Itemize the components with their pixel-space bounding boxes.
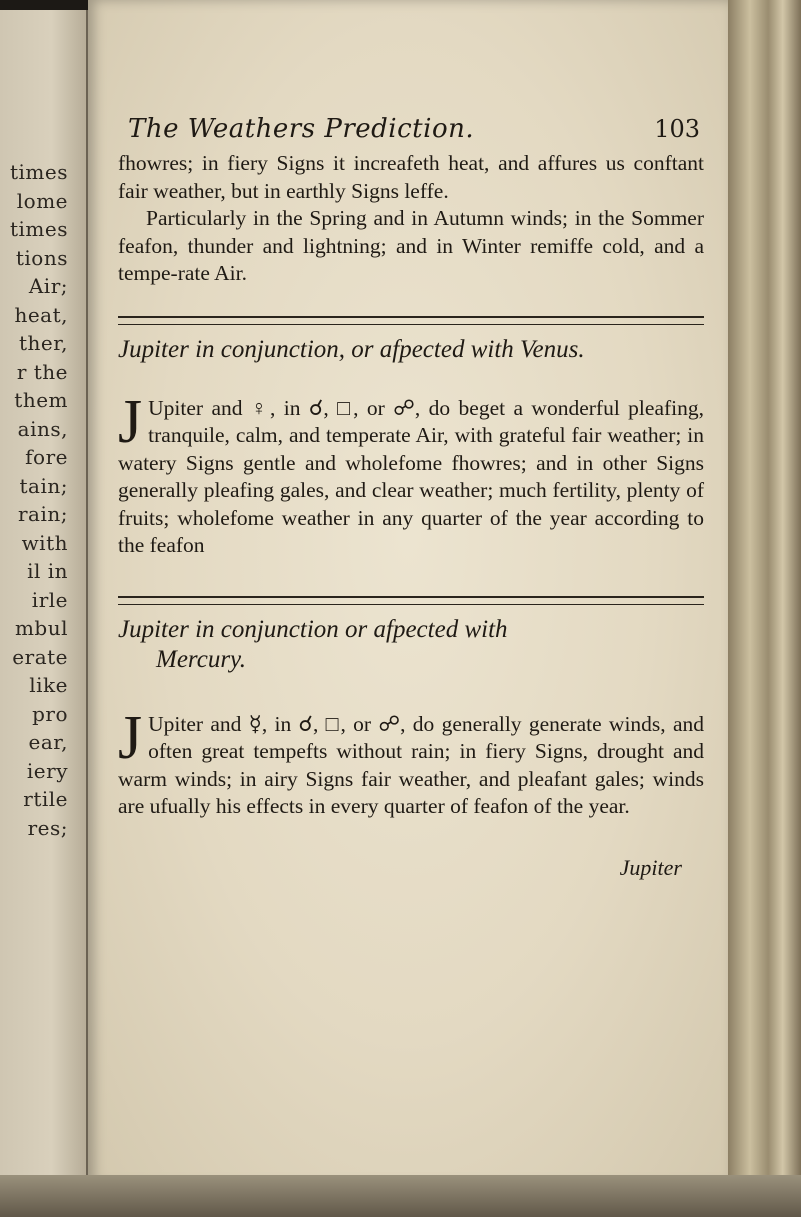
section-body-mercury [118,703,704,821]
page-content [118,114,704,881]
page-number: 103 [654,115,700,143]
previous-page-fragment: il in [27,559,68,583]
running-title: The Weathers Prediction. [128,114,475,144]
intro-paragraph-2: Particularly in the Spring and in Autumn winds; in the Sommer feafon, thunder and lightning; and in Winter remiffe cold, and a tempe-rate Air. [118,206,704,285]
previous-page-fragment: iery [26,758,68,783]
previous-page-fragment: Air; [28,274,68,298]
previous-page-fragment: rain; [18,502,68,526]
section-heading-mercury [118,615,704,675]
previous-page-fragment: with [21,530,68,555]
section-rule-1 [118,316,704,325]
page-stack-edge [728,0,801,1217]
previous-page-fragment: irle [31,587,68,612]
previous-page-fragment: rtile [23,787,68,811]
catchword: Jupiter [619,854,682,880]
intro-paragraph-1: fhowres; in fiery Signs it increafeth heat, and affures us conftant fair weather, but in earthly Signs leffe. [118,151,704,203]
previous-page-fragment: ther, [19,331,68,355]
previous-page-fragment: ear, [28,730,68,754]
previous-page-fragment: like [29,673,68,697]
previous-page-fragment: pro [32,701,68,726]
section-text-mercury: Upiter and ☿, in ☌, □, or ☍, do generally generate winds, and often great tempefts without rain; in fiery Signs, drought and warm winds; in airy Signs fair weather, and pleafant gales; winds are ufually his effects in every quarter of feafon of the year. [118,711,704,818]
previous-page-fragment: lome [16,188,68,213]
previous-page-fragment: mbul [14,616,68,640]
section-heading-mercury-line2: Mercury. [156,645,247,673]
previous-page-fragment: times [10,160,68,184]
previous-page-fragment: times [10,217,68,241]
previous-page-fragment: erate [12,644,68,669]
page-bottom-edge [0,1175,801,1217]
previous-page-fragment: heat, [14,302,68,327]
previous-page-fragment: them [14,388,68,412]
previous-page-edge [0,10,88,1175]
drop-cap: J [118,387,143,456]
section-body-venus [118,387,704,560]
previous-page-fragment: r the [16,359,68,384]
previous-page-fragment: tain; [19,473,68,498]
running-header [120,114,704,144]
section-heading-mercury-line1: Jupiter in conjunction or afpected with [118,615,508,643]
previous-page-fragment: res; [27,815,68,840]
section-text-venus: Upiter and ♀, in ☌, □, or ☍, do beget a wonderful pleafing, tranquile, calm, and temperate Air, with grateful fair weather; in watery Signs gentle and wholefome fhowres; and in other Signs generally pleafing gales, and clear weather; much fertility, plenty of fruits; wholefome weather in any quarter of the year according to the feafon [118,395,704,557]
section-heading-venus: Jupiter in conjunction, or afpected with Venus. [118,335,585,363]
section-rule-2 [118,596,704,605]
previous-page-fragment: fore [25,445,68,469]
previous-page-fragment: tions [15,245,68,270]
drop-cap: J [118,703,143,772]
previous-page-fragment: ains, [17,416,68,441]
